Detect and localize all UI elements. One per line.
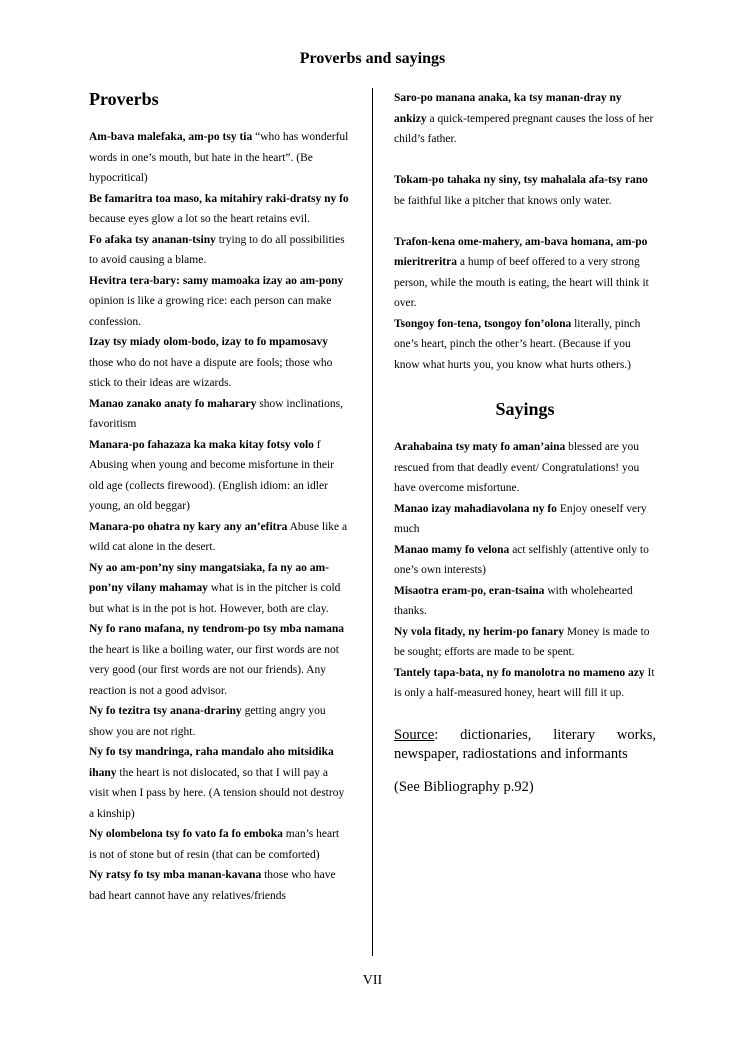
spacer	[394, 150, 656, 171]
entry-text: getting angry you show you are not right.	[89, 705, 326, 738]
list-item	[394, 581, 656, 622]
entry-term: Manara-po fahazaza ka maka kitay fotsy volo	[89, 438, 314, 451]
bibliography-reference: (See Bibliography p.92)	[394, 778, 534, 795]
proverbs-list-left	[89, 127, 349, 906]
list-item	[394, 232, 656, 314]
source-note	[394, 726, 656, 764]
page-number: VII	[362, 973, 383, 988]
entry-term: Manao mamy fo velona	[394, 543, 510, 556]
entry-text: “who has wonderful words in one’s mouth, but hate in the heart”. (Be hypocritical)	[89, 131, 349, 184]
entry-text: f Abusing when young and become misfortune in their old age (collects firewood). (English idiom: an idler young, an old beggar)	[89, 438, 334, 512]
list-item	[394, 663, 656, 704]
list-item	[89, 127, 349, 189]
list-item	[89, 271, 349, 333]
list-item	[89, 435, 349, 517]
sayings-heading: Sayings	[495, 399, 555, 419]
entry-term: Arahabaina tsy maty fo aman’aina	[394, 441, 566, 453]
entry-term: Manao zanako anaty fo maharary	[89, 397, 257, 410]
entry-text: act selfishly (attentive only to one’s own interests)	[394, 543, 649, 576]
list-item	[394, 499, 656, 540]
entry-term: Ny ao am-pon’ny siny mangatsiaka, fa ny ao am-pon’ny vilany mahamay	[89, 561, 329, 594]
entry-text: Enjoy oneself very much	[394, 502, 647, 535]
entry-term: Tantely tapa-bata, ny fo manolotra no mameno azy	[394, 666, 645, 679]
list-item	[89, 332, 349, 394]
entry-text: Money is made to be sought; efforts are made to be spent.	[394, 625, 650, 658]
entry-term: Ny olombelona tsy fo vato fa fo emboka	[89, 828, 283, 840]
entry-term: Izay tsy miady olom-bodo, izay to fo mpamosavy	[89, 336, 328, 348]
list-item	[89, 701, 349, 742]
entry-text: a quick-tempered pregnant causes the loss of her child’s father.	[394, 112, 654, 145]
entry-term: Misaotra eram-po, eran-tsaina	[394, 584, 545, 597]
source-text: : dictionaries, literary works, newspaper, radiostations and informants	[394, 726, 656, 762]
list-item	[394, 314, 656, 376]
list-item	[89, 742, 349, 824]
list-item	[89, 189, 349, 230]
entry-text: what is in the pitcher is cold but what is in the pot is hot. However, both are clay.	[89, 582, 341, 615]
page-title: Proverbs and sayings	[299, 50, 446, 67]
entry-term: Trafon-kena ome-mahery, am-bava homana, am-po mieritreritra	[394, 235, 648, 268]
list-item	[89, 824, 349, 865]
entry-term: Am-bava malefaka, am-po tsy tia	[89, 131, 253, 143]
list-item	[394, 437, 656, 499]
entry-term: Fo afaka tsy ananan-tsiny	[89, 233, 216, 246]
spacer	[394, 211, 656, 232]
entry-term: Manao izay mahadiavolana ny fo	[394, 502, 557, 515]
entry-text: It is only a half-measured honey, heart will fill it up.	[394, 666, 655, 699]
entry-text: those who have bad heart cannot have any relatives/friends	[89, 869, 336, 902]
entry-term: Saro-po manana anaka, ka tsy manan-dray ny ankizy	[394, 92, 622, 125]
entry-text: because eyes glow a lot so the heart retains evil.	[89, 213, 310, 225]
entry-term: Ny fo tsy mandringa, raha mandalo aho mitsidika ihany	[89, 746, 334, 779]
entry-text: the heart is not dislocated, so that I will pay a visit when I pass by here. (A tension should not destroy a kinship)	[89, 766, 345, 820]
entry-text: those who do not have a dispute are fools; those who stick to their ideas are wizards.	[89, 356, 333, 389]
proverbs-heading: Proverbs	[89, 89, 159, 109]
entry-text: with wholehearted thanks.	[394, 584, 633, 617]
entry-term: Ny fo rano mafana, ny tendrom-po tsy mba namana	[89, 623, 345, 635]
source-label: Source	[394, 726, 435, 743]
list-item	[89, 394, 349, 435]
right-column	[394, 88, 656, 797]
entry-term: Ny ratsy fo tsy mba manan-kavana	[89, 869, 262, 881]
entry-term: Manara-po ohatra ny kary any an’efitra	[89, 520, 288, 533]
entry-text: blessed are you rescued from that deadly event/ Congratulations! you have overcome misfortune.	[394, 441, 640, 494]
entry-text: Abuse like a wild cat alone in the desert.	[89, 520, 348, 553]
list-item	[394, 540, 656, 581]
entry-text: a hump of beef offered to a very strong person, while the mouth is eating, the heart will think it over.	[394, 256, 649, 309]
sayings-list	[394, 437, 656, 704]
entry-term: Tsongoy fon-tena, tsongoy fon’olona	[394, 317, 572, 330]
entry-text: the heart is like a boiling water, our first words are not very good (our first words are not our friends). Any reaction is not a good advisor.	[89, 643, 339, 697]
list-item	[89, 558, 349, 620]
entry-term: Hevitra tera-bary: samy mamoaka izay ao am-pony	[89, 274, 344, 287]
list-item	[394, 88, 656, 150]
list-item	[394, 622, 656, 663]
entry-text: opinion is like a growing rice: each person can make confession.	[89, 295, 332, 328]
entry-text: be faithful like a pitcher that knows only water.	[394, 194, 612, 207]
entry-term: Tokam-po tahaka ny siny, tsy mahalala afa-tsy rano	[394, 174, 648, 186]
entry-term: Be famaritra toa maso, ka mitahiry raki-dratsy ny fo	[89, 192, 349, 205]
list-item	[394, 170, 656, 211]
list-item	[89, 619, 349, 701]
entry-text: literally, pinch one’s heart, pinch the other’s heart. (Because if you know what hurts you, you know what hurts others.)	[394, 317, 641, 371]
list-item	[89, 230, 349, 271]
list-item	[89, 517, 349, 558]
entry-term: Ny vola fitady, ny herim-po fanary	[394, 625, 564, 638]
left-column	[89, 87, 349, 906]
column-divider	[372, 88, 373, 956]
list-item	[89, 865, 349, 906]
proverbs-list-right	[394, 88, 656, 375]
entry-text: man’s heart is not of stone but of resin (that can be comforted)	[89, 828, 340, 861]
entry-term: Ny fo tezitra tsy anana-drariny	[89, 705, 242, 717]
entry-text: show inclinations, favoritism	[89, 397, 343, 430]
entry-text: trying to do all possibilities to avoid causing a blame.	[89, 233, 345, 266]
